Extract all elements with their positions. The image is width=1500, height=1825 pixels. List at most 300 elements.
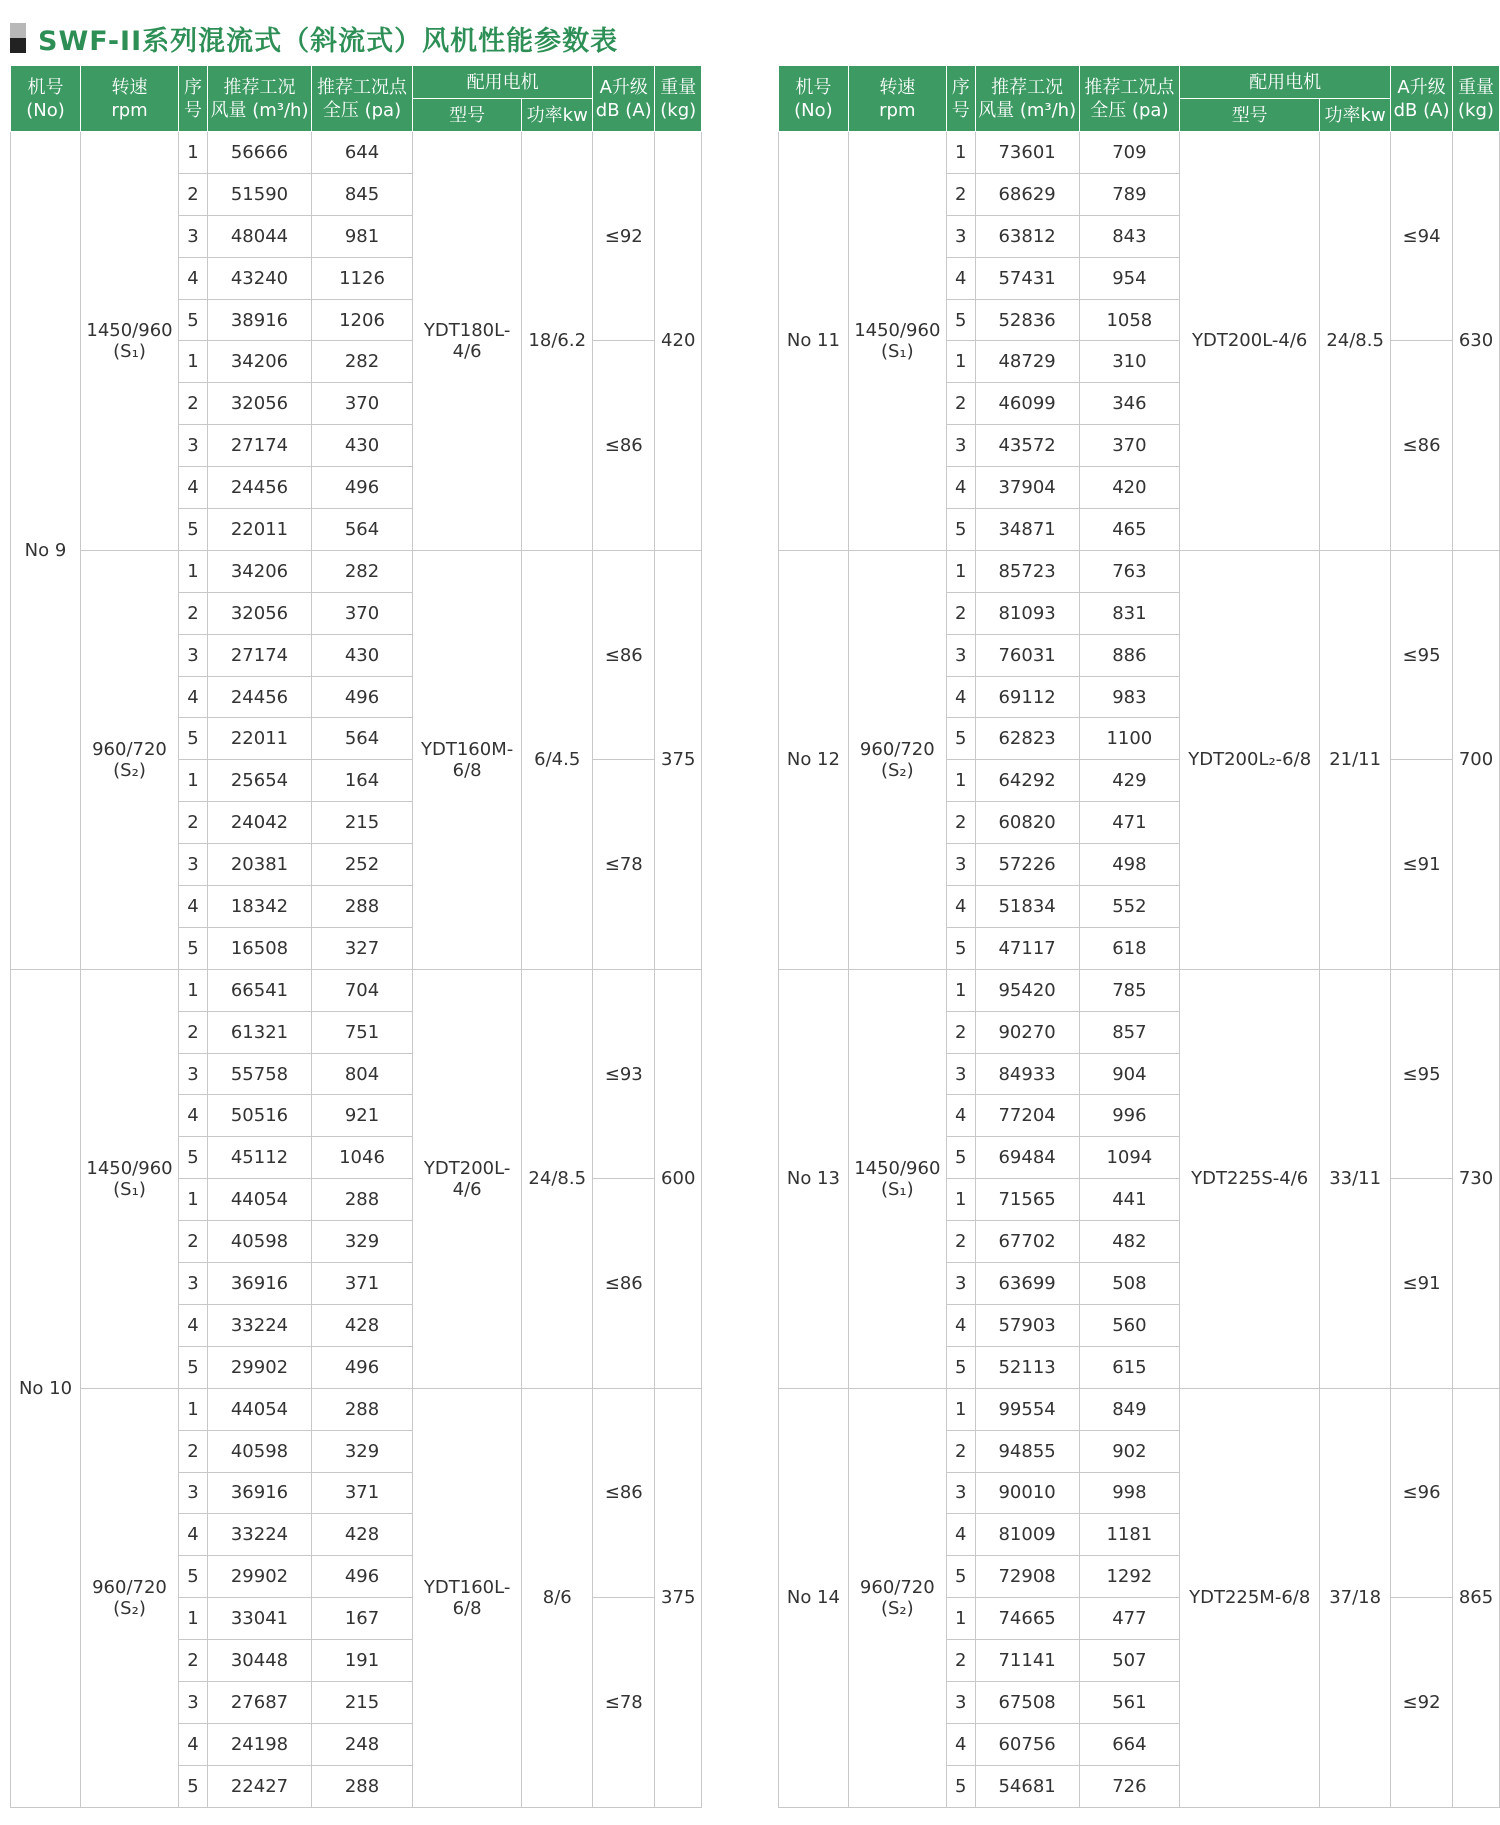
weight-kg: 375 [655,1388,702,1807]
pressure-value: 843 [1079,215,1180,257]
pressure-value: 996 [1079,1095,1180,1137]
noise-db: ≤91 [1391,1179,1453,1388]
speed-cell [81,1388,179,1807]
air-flow-value: 18342 [208,886,312,928]
fan-model-number: No 12 [779,550,849,969]
header-rpm: 转速 rpm [848,66,946,132]
sequence-number: 1 [946,760,975,802]
air-flow-value: 24198 [208,1723,312,1765]
sequence-number: 3 [179,1681,208,1723]
pressure-value: 902 [1079,1430,1180,1472]
air-flow-value: 63812 [975,215,1079,257]
motor-model: YDT200L-4/6 [1180,132,1320,551]
air-flow-value: 34206 [208,341,312,383]
sequence-number: 5 [179,299,208,341]
air-flow-value: 34206 [208,550,312,592]
pressure-value: 785 [1079,969,1180,1011]
sequence-number: 1 [946,1598,975,1640]
air-flow-value: 50516 [208,1095,312,1137]
air-flow-value: 34871 [975,509,1079,551]
pressure-value: 288 [312,886,413,928]
pressure-value: 849 [1079,1388,1180,1430]
header-power: 功率kw [1320,99,1391,132]
pressure-value: 1206 [312,299,413,341]
air-flow-value: 22011 [208,509,312,551]
air-flow-value: 44054 [208,1179,312,1221]
air-flow-value: 16508 [208,927,312,969]
sequence-number: 1 [179,550,208,592]
air-flow-value: 71141 [975,1640,1079,1682]
motor-power: 8/6 [522,1388,593,1807]
motor-power: 33/11 [1320,969,1391,1388]
noise-db: ≤95 [1391,550,1453,759]
pressure-value: 560 [1079,1304,1180,1346]
sequence-number: 5 [946,927,975,969]
air-flow-value: 32056 [208,383,312,425]
pressure-value: 789 [1079,173,1180,215]
noise-db: ≤96 [1391,1388,1453,1597]
speed-cell [848,1388,946,1807]
noise-db: ≤86 [593,1388,655,1597]
header-power: 功率kw [522,99,593,132]
motor-model: YDT225M-6/8 [1180,1388,1320,1807]
pressure-value: 726 [1079,1765,1180,1807]
pressure-value: 751 [312,1011,413,1053]
air-flow-value: 61321 [208,1011,312,1053]
sequence-number: 4 [946,676,975,718]
speed-sub: (S₂) [113,1597,146,1619]
pressure-value: 428 [312,1514,413,1556]
pressure-value: 370 [312,592,413,634]
fan-model-number: No 14 [779,1388,849,1807]
noise-db: ≤86 [1391,341,1453,550]
sequence-number: 3 [946,1053,975,1095]
sequence-number: 1 [179,760,208,802]
pressure-value: 420 [1079,467,1180,509]
air-flow-value: 33041 [208,1598,312,1640]
motor-power: 21/11 [1320,550,1391,969]
noise-db: ≤86 [593,341,655,550]
pressure-value: 465 [1079,509,1180,551]
air-flow-value: 29902 [208,1556,312,1598]
air-flow-value: 46099 [975,383,1079,425]
air-flow-value: 64292 [975,760,1079,802]
fan-model-number: No 10 [11,969,81,1807]
air-flow-value: 71565 [975,1179,1079,1221]
sequence-number: 4 [946,1304,975,1346]
pressure-value: 763 [1079,550,1180,592]
air-flow-value: 76031 [975,634,1079,676]
sequence-number: 1 [946,550,975,592]
sequence-number: 5 [946,299,975,341]
speed-cell [848,969,946,1388]
pressure-value: 310 [1079,341,1180,383]
table-row [779,1388,1500,1430]
pressure-value: 477 [1079,1598,1180,1640]
pressure-value: 857 [1079,1011,1180,1053]
noise-db: ≤94 [1391,132,1453,341]
table-row [779,969,1500,1011]
air-flow-value: 51590 [208,173,312,215]
air-flow-value: 48044 [208,215,312,257]
motor-model: YDT160M-6/8 [413,550,522,969]
sequence-number: 1 [946,132,975,174]
weight-kg: 700 [1452,550,1499,969]
pressure-value: 428 [312,1304,413,1346]
air-flow-value: 43572 [975,425,1079,467]
header-motor: 配用电机 [413,66,593,99]
weight-kg: 865 [1452,1388,1499,1807]
pressure-value: 329 [312,1430,413,1472]
pressure-value: 1094 [1079,1137,1180,1179]
air-flow-value: 90010 [975,1472,1079,1514]
weight-kg: 420 [655,132,702,551]
pressure-value: 496 [312,676,413,718]
header-seq: 序 号 [179,66,208,132]
air-flow-value: 47117 [975,927,1079,969]
noise-db: ≤91 [1391,760,1453,969]
pressure-value: 983 [1079,676,1180,718]
sequence-number: 3 [179,1053,208,1095]
air-flow-value: 40598 [208,1430,312,1472]
sequence-number: 3 [179,1263,208,1305]
air-flow-value: 81093 [975,592,1079,634]
sequence-number: 3 [946,634,975,676]
air-flow-value: 24042 [208,802,312,844]
air-flow-value: 22011 [208,718,312,760]
sequence-number: 5 [179,1346,208,1388]
sequence-number: 1 [946,969,975,1011]
pressure-value: 498 [1079,844,1180,886]
pressure-value: 430 [312,634,413,676]
air-flow-value: 85723 [975,550,1079,592]
sequence-number: 2 [946,1221,975,1263]
pressure-value: 252 [312,844,413,886]
air-flow-value: 24456 [208,467,312,509]
motor-power: 6/4.5 [522,550,593,969]
sequence-number: 5 [946,1556,975,1598]
sequence-number: 2 [179,173,208,215]
pressure-value: 615 [1079,1346,1180,1388]
air-flow-value: 67702 [975,1221,1079,1263]
sequence-number: 2 [946,802,975,844]
sequence-number: 4 [946,257,975,299]
weight-kg: 375 [655,550,702,969]
pressure-value: 429 [1079,760,1180,802]
sequence-number: 3 [946,844,975,886]
speed-cell [848,550,946,969]
pressure-value: 215 [312,1681,413,1723]
noise-db: ≤78 [593,760,655,969]
air-flow-value: 27174 [208,425,312,467]
table-row [11,1388,702,1430]
air-flow-value: 77204 [975,1095,1079,1137]
pressure-value: 288 [312,1179,413,1221]
pressure-value: 371 [312,1263,413,1305]
sequence-number: 2 [946,383,975,425]
sequence-number: 3 [179,844,208,886]
table-row [779,550,1500,592]
sequence-number: 4 [946,467,975,509]
pressure-value: 618 [1079,927,1180,969]
pressure-value: 215 [312,802,413,844]
speed-cell [81,132,179,551]
noise-db: ≤92 [1391,1598,1453,1807]
air-flow-value: 67508 [975,1681,1079,1723]
pressure-value: 564 [312,509,413,551]
pressure-value: 804 [312,1053,413,1095]
pressure-value: 329 [312,1221,413,1263]
speed-sub: (S₁) [113,1178,146,1200]
pressure-value: 1100 [1079,718,1180,760]
pressure-value: 507 [1079,1640,1180,1682]
sequence-number: 2 [946,173,975,215]
sequence-number: 2 [179,802,208,844]
header-pressure: 推荐工况点 全压 (pa) [1079,66,1180,132]
air-flow-value: 36916 [208,1472,312,1514]
air-flow-value: 63699 [975,1263,1079,1305]
sequence-number: 5 [179,718,208,760]
sequence-number: 2 [946,1011,975,1053]
sequence-number: 2 [179,592,208,634]
header-weight: 重量 (kg) [1452,66,1499,132]
noise-db: ≤93 [593,969,655,1178]
speed-rpm: 1450/960 [86,1157,173,1179]
page-title: SWF-II系列混流式（斜流式）风机性能参数表 [38,25,619,57]
sequence-number: 1 [179,132,208,174]
header-flow: 推荐工况 风量 (m³/h) [208,66,312,132]
sequence-number: 3 [179,215,208,257]
speed-rpm: 960/720 [92,1576,167,1598]
pressure-value: 282 [312,550,413,592]
weight-kg: 730 [1452,969,1499,1388]
air-flow-value: 38916 [208,299,312,341]
speed-rpm: 1450/960 [86,319,173,341]
sequence-number: 4 [179,1095,208,1137]
speed-sub: (S₂) [880,1597,914,1619]
weight-kg: 630 [1452,132,1499,551]
pressure-value: 886 [1079,634,1180,676]
speed-sub: (S₁) [880,340,914,362]
air-flow-value: 43240 [208,257,312,299]
sequence-number: 2 [179,1011,208,1053]
speed-sub: (S₂) [113,759,146,781]
table-row [11,969,702,1011]
air-flow-value: 30448 [208,1640,312,1682]
pressure-value: 370 [1079,425,1180,467]
pressure-value: 496 [312,1346,413,1388]
air-flow-value: 90270 [975,1011,1079,1053]
motor-power: 24/8.5 [1320,132,1391,551]
fan-model-number: No 13 [779,969,849,1388]
speed-sub: (S₂) [880,759,914,781]
air-flow-value: 99554 [975,1388,1079,1430]
air-flow-value: 84933 [975,1053,1079,1095]
speed-cell [848,132,946,551]
motor-model: YDT160L-6/8 [413,1388,522,1807]
header-no: 机号 (No) [779,66,849,132]
sequence-number: 3 [179,1472,208,1514]
pressure-value: 508 [1079,1263,1180,1305]
pressure-value: 831 [1079,592,1180,634]
air-flow-value: 73601 [975,132,1079,174]
noise-db: ≤78 [593,1598,655,1807]
sequence-number: 1 [179,1179,208,1221]
air-flow-value: 81009 [975,1514,1079,1556]
sequence-number: 2 [946,1640,975,1682]
sequence-number: 3 [946,1472,975,1514]
pressure-value: 644 [312,132,413,174]
air-flow-value: 51834 [975,886,1079,928]
air-flow-value: 56666 [208,132,312,174]
pressure-value: 282 [312,341,413,383]
pressure-value: 441 [1079,1179,1180,1221]
pressure-value: 496 [312,467,413,509]
pressure-value: 998 [1079,1472,1180,1514]
sequence-number: 1 [179,1388,208,1430]
pressure-value: 709 [1079,132,1180,174]
motor-model: YDT200L-4/6 [413,969,522,1388]
header-seq: 序 号 [946,66,975,132]
sequence-number: 3 [946,425,975,467]
table-row [11,132,702,174]
sequence-number: 4 [946,1514,975,1556]
air-flow-value: 72908 [975,1556,1079,1598]
sequence-number: 2 [179,1640,208,1682]
sequence-number: 2 [179,1430,208,1472]
pressure-value: 371 [312,1472,413,1514]
header-flow: 推荐工况 风量 (m³/h) [975,66,1079,132]
performance-table-right [778,65,1500,1808]
sequence-number: 5 [946,1346,975,1388]
sequence-number: 1 [946,1388,975,1430]
speed-rpm: 1450/960 [854,319,941,341]
air-flow-value: 55758 [208,1053,312,1095]
sequence-number: 1 [179,341,208,383]
sequence-number: 4 [179,1723,208,1765]
header-db: A升级 dB (A) [1391,66,1453,132]
sequence-number: 1 [946,341,975,383]
motor-model: YDT225S-4/6 [1180,969,1320,1388]
motor-power: 18/6.2 [522,132,593,551]
pressure-value: 1046 [312,1137,413,1179]
pressure-value: 921 [312,1095,413,1137]
air-flow-value: 57431 [975,257,1079,299]
pressure-value: 1292 [1079,1556,1180,1598]
pressure-value: 564 [312,718,413,760]
sequence-number: 3 [946,1263,975,1305]
sequence-number: 5 [179,927,208,969]
header-rpm: 转速 rpm [81,66,179,132]
air-flow-value: 69112 [975,676,1079,718]
air-flow-value: 27174 [208,634,312,676]
pressure-value: 164 [312,760,413,802]
sequence-number: 4 [946,1723,975,1765]
pressure-value: 904 [1079,1053,1180,1095]
air-flow-value: 74665 [975,1598,1079,1640]
air-flow-value: 36916 [208,1263,312,1305]
speed-sub: (S₁) [880,1178,914,1200]
sequence-number: 5 [946,1765,975,1807]
sequence-number: 3 [179,634,208,676]
noise-db: ≤86 [593,1179,655,1388]
air-flow-value: 45112 [208,1137,312,1179]
sequence-number: 5 [179,1137,208,1179]
sequence-number: 2 [179,1221,208,1263]
air-flow-value: 60756 [975,1723,1079,1765]
speed-rpm: 960/720 [859,1576,935,1598]
pressure-value: 482 [1079,1221,1180,1263]
air-flow-value: 94855 [975,1430,1079,1472]
sequence-number: 4 [179,1514,208,1556]
speed-rpm: 960/720 [859,738,935,760]
speed-rpm: 1450/960 [854,1157,941,1179]
air-flow-value: 29902 [208,1346,312,1388]
sequence-number: 5 [179,1765,208,1807]
air-flow-value: 54681 [975,1765,1079,1807]
sequence-number: 4 [179,467,208,509]
air-flow-value: 62823 [975,718,1079,760]
sequence-number: 4 [946,886,975,928]
air-flow-value: 48729 [975,341,1079,383]
header-db: A升级 dB (A) [593,66,655,132]
pressure-value: 704 [312,969,413,1011]
speed-cell [81,969,179,1388]
sequence-number: 4 [946,1095,975,1137]
air-flow-value: 52836 [975,299,1079,341]
pressure-value: 1181 [1079,1514,1180,1556]
header-no: 机号 (No) [11,66,81,132]
pressure-value: 1126 [312,257,413,299]
pressure-value: 496 [312,1556,413,1598]
sequence-number: 4 [179,257,208,299]
pressure-value: 191 [312,1640,413,1682]
air-flow-value: 40598 [208,1221,312,1263]
noise-db: ≤95 [1391,969,1453,1178]
speed-rpm: 960/720 [92,738,167,760]
sequence-number: 5 [946,1137,975,1179]
weight-kg: 600 [655,969,702,1388]
pressure-value: 370 [312,383,413,425]
air-flow-value: 66541 [208,969,312,1011]
air-flow-value: 57226 [975,844,1079,886]
air-flow-value: 33224 [208,1304,312,1346]
air-flow-value: 27687 [208,1681,312,1723]
air-flow-value: 24456 [208,676,312,718]
header-motor: 配用电机 [1180,66,1391,99]
sequence-number: 1 [946,1179,975,1221]
air-flow-value: 68629 [975,173,1079,215]
fan-model-number: No 11 [779,132,849,551]
pressure-value: 1058 [1079,299,1180,341]
motor-power: 24/8.5 [522,969,593,1388]
pressure-value: 845 [312,173,413,215]
sequence-number: 3 [946,1681,975,1723]
pressure-value: 981 [312,215,413,257]
motor-model: YDT180L-4/6 [413,132,522,551]
header-pressure: 推荐工况点 全压 (pa) [312,66,413,132]
sequence-number: 4 [179,886,208,928]
air-flow-value: 33224 [208,1514,312,1556]
table-row [779,132,1500,174]
pressure-value: 552 [1079,886,1180,928]
air-flow-value: 25654 [208,760,312,802]
pressure-value: 954 [1079,257,1180,299]
pressure-value: 167 [312,1598,413,1640]
pressure-value: 288 [312,1388,413,1430]
pressure-value: 430 [312,425,413,467]
header-weight: 重量 (kg) [655,66,702,132]
